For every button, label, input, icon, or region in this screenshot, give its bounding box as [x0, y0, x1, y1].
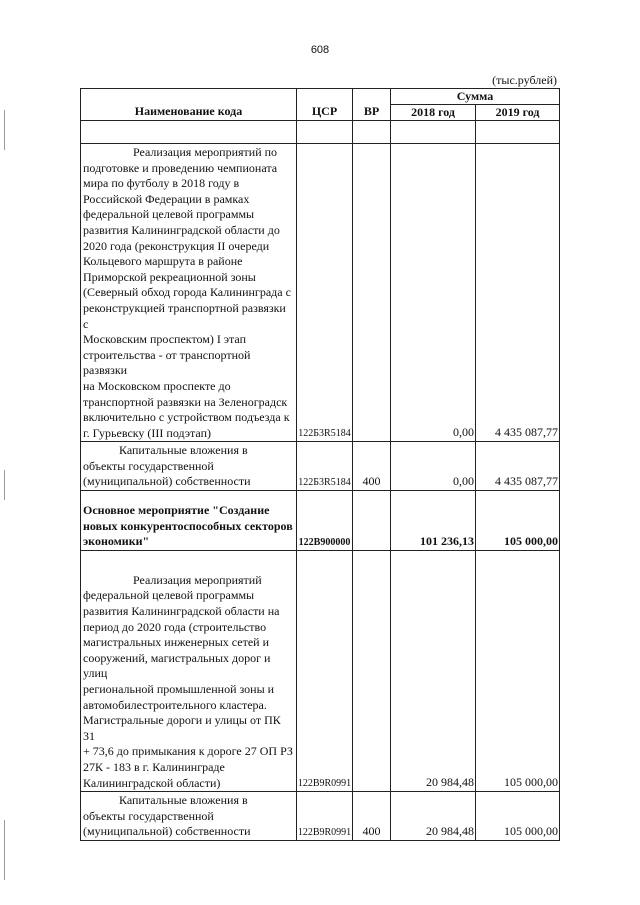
row-line: Реализация мероприятий: [133, 572, 262, 587]
page-number: 608: [310, 44, 330, 56]
row-vr: [353, 144, 391, 442]
spacer-cell: [81, 121, 297, 144]
row-line: развития Калининградской области до: [83, 222, 280, 237]
row-line: Российской Федерации в рамках: [83, 191, 250, 206]
header-row: [81, 89, 560, 105]
row-line: автомобилестроительного кластера.: [83, 697, 267, 712]
header-vr: ВР: [353, 89, 391, 121]
row-sum-2019: 4 435 087,77: [476, 144, 560, 442]
row-csr: 122В900000: [297, 491, 353, 551]
row-vr: [353, 550, 391, 791]
row-line: объекты государственной: [83, 808, 214, 823]
budget-table: [80, 88, 560, 841]
row-line: Магистральные дороги и улицы от ПК 31: [83, 713, 281, 743]
row-line: включительно с устройством подъезда к: [83, 410, 290, 425]
row-line: на Московском проспекте до: [83, 378, 231, 393]
spacer-cell: [297, 121, 353, 144]
spacer-cell: [353, 121, 391, 144]
header-csr: ЦСР: [297, 89, 353, 121]
table-row: [81, 491, 560, 551]
row-line: объекты государственной: [83, 458, 214, 473]
row-line: Основное мероприятие "Создание: [83, 503, 270, 518]
row-sum-2019: 105 000,00: [476, 550, 560, 791]
row-sum-2018: 20 984,48: [391, 550, 476, 791]
units-label: (тыс.рублей): [492, 73, 557, 87]
row-line: подготовке и проведению чемпионата: [83, 160, 278, 175]
row-line: реконструкцией транспортной развязки с: [83, 300, 286, 331]
row-line: 27К - 183 в г. Калининграде: [83, 759, 225, 774]
row-line: Калининградской области): [83, 775, 221, 790]
row-line: магистральных инженерных сетей и: [83, 635, 270, 650]
row-line: 2020 года (реконструкция II очереди: [83, 238, 270, 253]
row-line: Кольцевого маршрута в районе: [83, 254, 243, 269]
row-line: (муниципальной) собственности: [83, 824, 251, 839]
header-sum: Сумма: [391, 89, 560, 105]
table-row: [81, 550, 560, 791]
row-vr: 400: [353, 442, 391, 491]
row-line: + 73,6 до примыкания к дороге 27 ОП РЗ: [83, 744, 293, 759]
row-line: Приморской рекреационной зоны: [83, 269, 256, 284]
row-sum-2019: 105 000,00: [476, 792, 560, 841]
row-vr: 400: [353, 792, 391, 841]
row-line: мира по футболу в 2018 году в: [83, 176, 240, 191]
row-line: (муниципальной) собственности: [83, 474, 251, 489]
row-line: период до 2020 года (строительство: [83, 619, 267, 634]
scan-edge-mark: [4, 820, 5, 880]
row-sum-2018: 0,00: [391, 442, 476, 491]
row-name: [81, 792, 297, 841]
row-line: г. Гурьевску (III подэтап): [83, 425, 212, 440]
header-year-2018: 2018 год: [391, 105, 476, 121]
row-csr: 122В9R0991: [297, 792, 353, 841]
row-csr: 122Б3R5184: [297, 442, 353, 491]
row-csr: 122Б3R5184: [297, 144, 353, 442]
spacer-cell: [476, 121, 560, 144]
row-sum-2018: 101 236,13: [391, 491, 476, 551]
row-line: Реализация мероприятий по: [133, 145, 278, 159]
row-csr: 122В9R0991: [297, 550, 353, 791]
row-line: (Северный обход города Калининграда с: [83, 285, 291, 300]
spacer-row: [81, 121, 560, 144]
row-line: региональной промышленной зоны и: [83, 682, 275, 696]
row-name: [81, 491, 297, 551]
row-name: [81, 442, 297, 491]
row-line: сооружений, магистральных дорог и улиц: [83, 650, 271, 681]
scan-edge-mark: [4, 470, 5, 500]
header-name: Наименование кода: [81, 89, 297, 121]
table-row: [81, 144, 560, 442]
row-line: транспортной развязки на Зеленоградск: [83, 394, 288, 409]
row-sum-2018: 0,00: [391, 144, 476, 442]
row-vr: [353, 491, 391, 551]
row-line: строительства - от транспортной развязки: [83, 347, 251, 378]
header-year-2019: 2019 год: [476, 105, 560, 121]
table-row: [81, 442, 560, 491]
spacer-cell: [391, 121, 476, 144]
row-name: [81, 550, 297, 791]
row-line: Капитальные вложения в: [119, 793, 248, 808]
row-line: экономики": [83, 534, 150, 549]
row-line: федеральной целевой программы: [83, 207, 255, 222]
table-row: [81, 792, 560, 841]
row-line: федеральной целевой программы: [83, 588, 255, 603]
row-line: развития Калининградской области на: [83, 604, 280, 619]
row-sum-2019: 4 435 087,77: [476, 442, 560, 491]
row-sum-2019: 105 000,00: [476, 491, 560, 551]
row-line: Капитальные вложения в: [119, 443, 248, 458]
row-line: новых конкурентоспособных секторов: [83, 518, 293, 533]
row-name: [81, 144, 297, 442]
row-sum-2018: 20 984,48: [391, 792, 476, 841]
row-line: Московским проспектом) I этап: [83, 332, 247, 347]
scan-edge-mark: [4, 110, 5, 150]
